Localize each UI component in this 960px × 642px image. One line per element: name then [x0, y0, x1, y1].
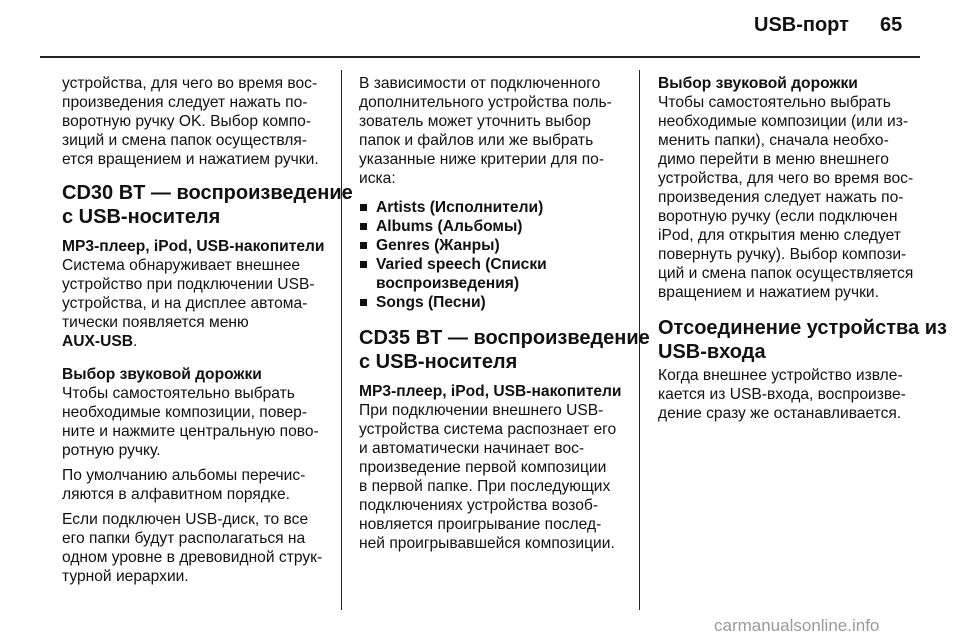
paragraph: Если подключен USB-диск, то все его папки будут располагаться на одном уровне в древовидной струк- турной иерархии.	[62, 511, 323, 585]
text-line: зиций и смена папок осуществля-	[62, 132, 307, 149]
paragraph: Система обнаруживает внешнее устройство при подключении USB- устройства, и на дисплее автома- тически появляется меню AUX-USB.	[62, 257, 315, 350]
column-1	[62, 74, 353, 586]
bullet-square-icon	[360, 299, 367, 306]
paragraph: Чтобы самостоятельно выбрать необходимые композиции, повер- ните и нажмите центральную пово- ротную ручку.	[62, 385, 319, 459]
bullet-square-icon	[360, 223, 367, 230]
menu-name: AUX-USB	[62, 333, 134, 350]
column-2	[359, 74, 650, 553]
subheading: Выбор звуковой дорожки	[658, 75, 858, 92]
paragraph: В зависимости от подключенного дополнительного устройства поль- зователь может уточнить выбор папок и файлов или же выбрать указанные ниже критерии для по- иска:	[359, 75, 612, 187]
header-title: USB-порт	[754, 14, 849, 36]
watermark: carmanualsonline.info	[714, 616, 880, 635]
section-heading: CD30 BT — воспроизведение с USB-носителя	[62, 182, 353, 228]
paragraph: Когда внешнее устройство извле- кается из USB-входа, воспроизве- дение сразу же останавливается.	[658, 367, 906, 422]
col1-intro	[62, 74, 353, 169]
text-line: воротную ручку OK. Выбор компо-	[62, 113, 312, 130]
list-item: Albums (Альбомы)	[359, 217, 650, 236]
subheading: MP3-плеер, iPod, USB-накопители	[359, 383, 622, 400]
section-heading: CD35 BT — воспроизведение с USB-носителя	[359, 327, 650, 373]
paragraph: По умолчанию альбомы перечис- ляются в алфавитном порядке.	[62, 467, 306, 503]
text-line: произведения следует нажать по-	[62, 94, 308, 111]
column-3	[658, 74, 947, 423]
paragraph: При подключении внешнего USB- устройства система распознает его и автоматически начинает вос- произведение первой композиции в первой папке. При последующих подключениях устройства возоб- новляется проигрывание послед- ней проигрывавшейся композиции.	[359, 402, 617, 552]
page-number: 65	[880, 14, 903, 36]
list-item: Artists (Исполнители)	[359, 198, 650, 217]
bullet-square-icon	[360, 242, 367, 249]
subheading: MP3-плеер, iPod, USB-накопители	[62, 238, 325, 255]
bullet-square-icon	[360, 261, 367, 268]
subheading: Выбор звуковой дорожки	[62, 366, 262, 383]
list-item: Genres (Жанры)	[359, 236, 650, 255]
text-line: ется вращением и нажатием ручки.	[62, 151, 319, 168]
bullet-square-icon	[360, 204, 367, 211]
paragraph: Чтобы самостоятельно выбрать необходимые композиции (или из- менить папки), сначала необхо- димо перейти в меню внешнего устройства, для чего во время вос- произведения следует нажать по- воротную ручку (если подключен iPod, для открытия меню следует повернуть ручку). Выбор компози- ций и смена папок осуществляется вращением и нажатием ручки.	[658, 94, 914, 301]
text-line: устройства, для чего во время вос-	[62, 75, 318, 92]
list-item: Songs (Песни)	[359, 293, 650, 312]
list-item: Varied speech (Списки воспроизведения)	[359, 255, 650, 293]
section-heading: Отсоединение устройства из USB-входа	[658, 317, 947, 363]
header-rule	[40, 56, 920, 58]
